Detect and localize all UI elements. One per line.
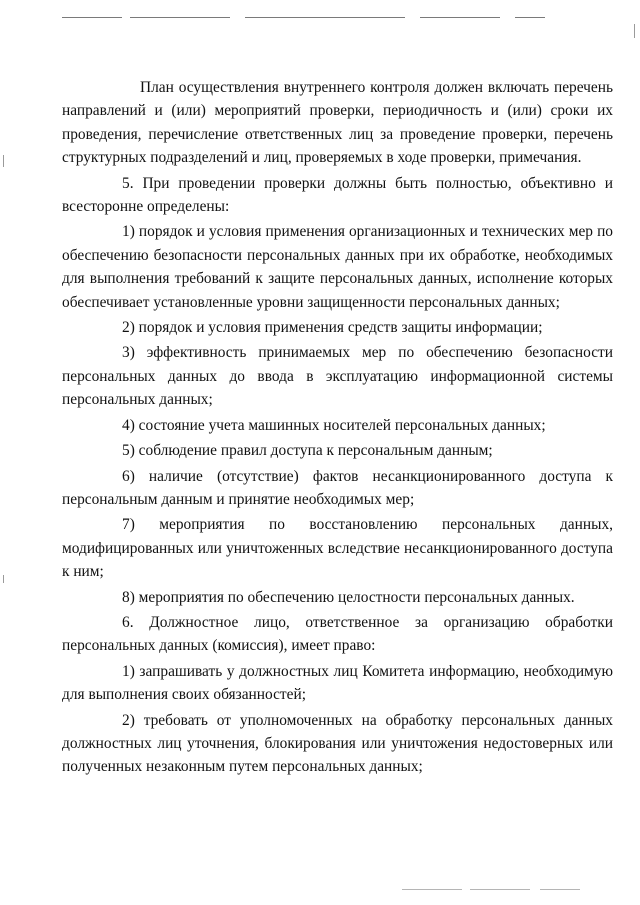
paragraph-section-5: 5. При проведении проверки должны быть полностью, объективно и всесторонне определены:: [62, 174, 613, 216]
list-item-6-2: 2) требовать от уполномоченных на обработку персональных данных должностных лиц уточнения, блокирования или уничтожения недостоверных или полученных незаконным путем персональных данных;: [62, 711, 613, 776]
list-item-5-4: 4) состояние учета машинных носителей персональных данных;: [122, 416, 546, 434]
scan-artifact-top-5: [515, 17, 545, 18]
scan-artifact-left-tick: [3, 155, 4, 167]
list-item-5-3: 3) эффективность принимаемых мер по обеспечению безопасности персональных данных до ввода в эксплуатацию информационной системы персональных данных;: [62, 344, 613, 409]
list-item-5-6: 6) наличие (отсутствие) фактов несанкционированного доступа к персональным данным и принятие необходимых мер;: [62, 467, 613, 508]
document-body: [62, 76, 613, 779]
list-item-5-5: 5) соблюдение правил доступа к персональным данным;: [122, 442, 493, 460]
list-item-5-7: 7) мероприятия по восстановлению персональных данных, модифицированных или уничтоженных вследствие несанкционированного доступа к ним;: [62, 516, 613, 581]
paragraph-plan: План осуществления внутреннего контроля должен включать перечень направлений и (или) мероприятий проверки, периодичность и (или) сроки их проведения, перечисление ответственных лиц за проведение проверки, перечень структурных подразделений и лиц, проверяемых в ходе проверки, примечания.: [62, 79, 613, 167]
scan-artifact-top-4: [420, 17, 500, 18]
scan-artifact-top-2: [130, 17, 230, 18]
list-item-5-1: 1) порядок и условия применения организационных и технических мер по обеспечению безопасности персональных данных при их обработке, необходимых для выполнения требований к защите персональных данных, исполнение которых обеспечивает установленные уровни защищенности персональных данных;: [62, 223, 613, 311]
scan-artifact-bottom-2: [470, 889, 530, 890]
scan-artifact-bottom-3: [540, 889, 580, 890]
scan-artifact-top-3: [245, 17, 405, 18]
scan-artifact-bottom-1: [402, 889, 462, 890]
scan-artifact-top-1: [62, 17, 122, 18]
scan-artifact-left-tick-2: [3, 575, 4, 583]
list-item-6-1: 1) запрашивать у должностных лиц Комитета информацию, необходимую для выполнения своих обязанностей;: [62, 662, 613, 704]
list-item-5-2: 2) порядок и условия применения средств защиты информации;: [122, 319, 543, 337]
list-item-5-8: 8) мероприятия по обеспечению целостности персональных данных.: [122, 588, 575, 606]
paragraph-section-6: 6. Должностное лицо, ответственное за организацию обработки персональных данных (комиссия), имеет право:: [62, 613, 613, 655]
scan-artifact-right-tick: [634, 24, 635, 38]
